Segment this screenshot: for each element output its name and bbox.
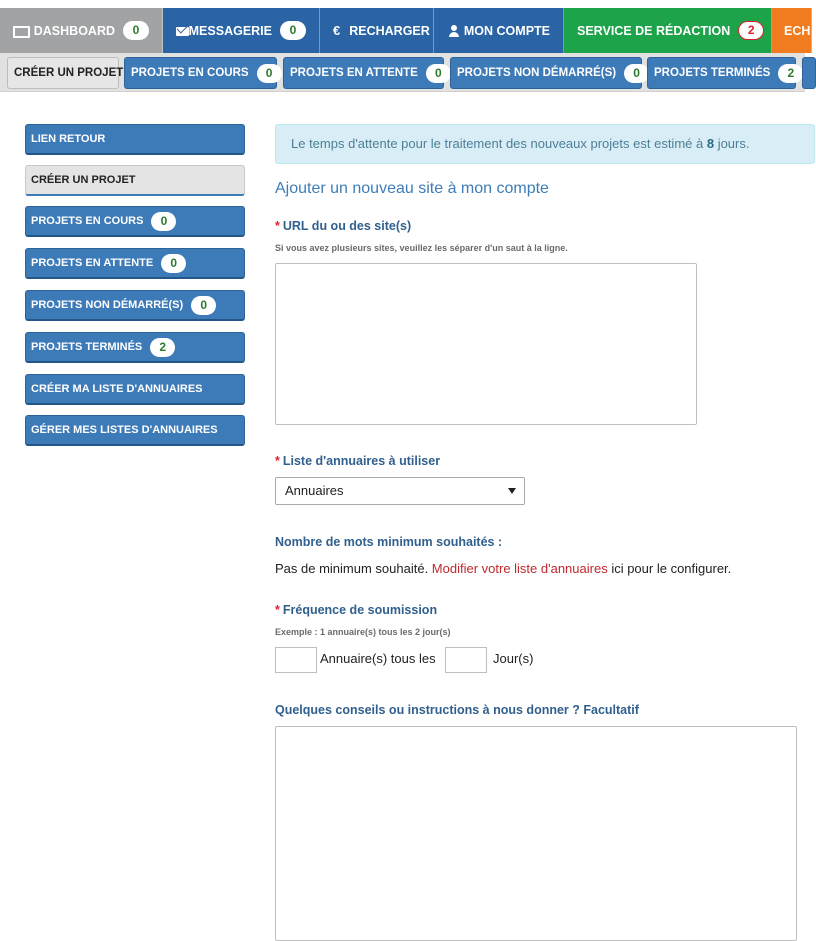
sidebar-item-label: PROJETS EN ATTENTE <box>31 257 154 269</box>
words-text-before: Pas de minimum souhaité. <box>275 561 432 576</box>
modify-list-link[interactable]: Modifier votre liste d'annuaires <box>431 561 608 576</box>
subnav-projets-termines[interactable] <box>647 57 796 89</box>
user-icon <box>447 24 455 38</box>
count-badge: 2 <box>778 64 803 83</box>
euro-icon: € <box>333 22 341 38</box>
words-label: Nombre de mots minimum souhaités : <box>275 535 503 549</box>
count-badge: 0 <box>123 21 149 40</box>
subnav-creer-projet[interactable] <box>7 57 124 89</box>
url-textarea[interactable] <box>275 263 697 425</box>
count-badge: 0 <box>191 296 216 315</box>
nav-tab-label: DASHBOARD <box>33 23 115 38</box>
count-badge: 0 <box>624 64 649 83</box>
nav-tab-label: ECH <box>784 23 811 38</box>
subnav-projets-en-cours[interactable] <box>124 57 277 89</box>
nav-tab-service-redaction[interactable] <box>564 8 772 53</box>
freq-mid-text: Annuaire(s) tous les <box>320 651 436 666</box>
freq-end-text: Jour(s) <box>493 651 534 666</box>
notes-textarea[interactable] <box>275 726 797 941</box>
subnav-projets-en-attente[interactable] <box>283 57 444 89</box>
monitor-icon <box>13 24 25 38</box>
top-navigation <box>0 8 811 53</box>
count-badge: 0 <box>151 212 176 231</box>
sidebar-item-label: CRÉER UN PROJET <box>31 174 136 186</box>
sidebar-item-projets-en-attente[interactable] <box>25 248 245 279</box>
subnav-projets-non-demarres[interactable] <box>450 57 642 89</box>
subnav-label: PROJETS EN COURS <box>131 67 249 79</box>
required-mark: * <box>275 219 280 233</box>
freq-label-text: Fréquence de soumission <box>282 603 438 617</box>
sidebar-item-label: CRÉER MA LISTE D'ANNUAIRES <box>31 383 203 395</box>
sidebar-item-creer-liste-annuaires[interactable] <box>25 374 245 405</box>
nav-tab-messagerie[interactable] <box>163 8 320 53</box>
count-badge: 0 <box>426 64 451 83</box>
select-value: Annuaires <box>285 483 344 498</box>
nav-tab-echange[interactable] <box>772 8 812 53</box>
nav-tab-label: MESSAGERIE <box>188 23 272 38</box>
annuaires-select[interactable] <box>275 477 525 505</box>
nav-tab-label: SERVICE DE RÉDACTION <box>577 23 731 38</box>
sidebar-item-label: PROJETS TERMINÉS <box>31 341 143 353</box>
freq-label <box>275 603 437 617</box>
notes-label: Quelques conseils ou instructions à nous donner ? Facultatif <box>275 703 639 717</box>
info-alert <box>275 124 815 164</box>
required-mark: * <box>275 454 280 468</box>
alert-days-value: 8 <box>706 136 715 151</box>
list-label <box>275 454 440 468</box>
sidebar-item-projets-termines[interactable] <box>25 332 245 363</box>
sidebar-item-creer-projet[interactable] <box>25 165 245 196</box>
words-text <box>275 561 731 576</box>
alert-text: Le temps d'attente pour le traitement des nouveaux projets est estimé à <box>291 136 707 151</box>
alert-text-end: jours. <box>714 136 750 151</box>
form-title: Ajouter un nouveau site à mon compte <box>275 180 549 197</box>
count-badge: 0 <box>280 21 306 40</box>
subnav-label: CRÉER UN PROJET <box>14 67 124 79</box>
sub-navigation <box>0 53 805 92</box>
sidebar-item-projets-en-cours[interactable] <box>25 206 245 237</box>
envelope-icon <box>176 24 180 38</box>
sidebar-item-projets-non-demarres[interactable] <box>25 290 245 321</box>
sidebar-item-gerer-listes-annuaires[interactable] <box>25 415 245 446</box>
count-badge: 0 <box>257 64 282 83</box>
subnav-label: PROJETS NON DÉMARRÉ(S) <box>457 67 617 79</box>
annuaires-count-input[interactable] <box>275 647 317 673</box>
subnav-label: PROJETS EN ATTENTE <box>290 67 418 79</box>
count-badge: 0 <box>161 254 186 273</box>
required-mark: * <box>275 603 280 617</box>
sidebar-item-label: GÉRER MES LISTES D'ANNUAIRES <box>31 424 218 436</box>
count-badge: 2 <box>738 21 764 40</box>
freq-help-text: Exemple : 1 annuaire(s) tous les 2 jour(s) <box>275 627 451 637</box>
nav-tab-recharger[interactable] <box>320 8 434 53</box>
days-count-input[interactable] <box>445 647 487 673</box>
sidebar-item-label: PROJETS EN COURS <box>31 215 144 227</box>
sidebar-item-lien-retour[interactable] <box>25 124 245 155</box>
nav-tab-mon-compte[interactable] <box>434 8 564 53</box>
nav-tab-label: MON COMPTE <box>463 23 550 38</box>
nav-tab-dashboard[interactable] <box>0 8 163 53</box>
list-label-text: Liste d'annuaires à utiliser <box>282 454 441 468</box>
count-badge: 2 <box>150 338 175 357</box>
url-label <box>275 219 411 233</box>
url-help-text: Si vous avez plusieurs sites, veuillez les séparer d'un saut à la ligne. <box>275 243 568 253</box>
dropdown-arrow-icon <box>508 488 516 494</box>
subnav-label: PROJETS TERMINÉS <box>654 67 771 79</box>
nav-tab-label: RECHARGER <box>349 23 430 38</box>
sidebar-item-label: PROJETS NON DÉMARRÉ(S) <box>31 299 184 311</box>
words-text-after: ici pour le configurer. <box>607 561 732 576</box>
sidebar-item-label: LIEN RETOUR <box>31 133 106 145</box>
url-label-text: URL du ou des site(s) <box>282 219 412 233</box>
subnav-overflow-item[interactable] <box>802 57 816 89</box>
